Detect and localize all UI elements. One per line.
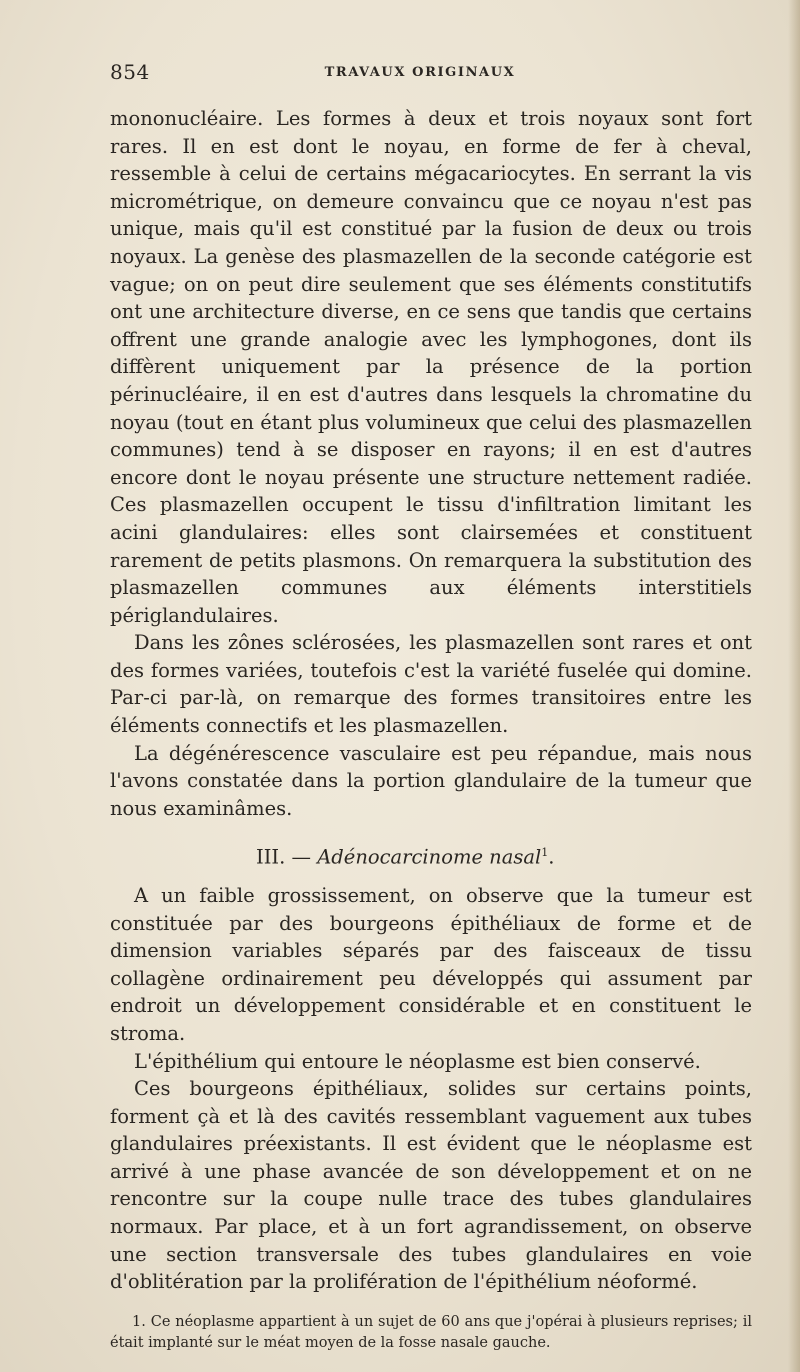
section-heading [110, 839, 752, 872]
section-heading-period: . [548, 845, 555, 869]
section-spacer [110, 822, 752, 833]
paragraph-4: A un faible grossissement, on observe que la tumeur est constituée par des bourgeons épithéliaux de forme et de dimension variables séparés par des faisceaux de tissu collagène ordinairement peu développés qui assument par endroit un développement considérable et en constituent le stroma. [110, 883, 752, 1045]
paragraph-1: mononucléaire. Les formes à deux et trois noyaux sont fort rares. Il en est dont le noyau, en forme de fer à cheval, ressemble à celui de certains mégacariocytes. En serrant la vis micrométrique, on demeure convaincu que ce noyau n'est pas unique, mais qu'il est constitué par la fusion de deux ou trois noyaux. La genèse des plasmazellen de la seconde catégorie est vague; on on peut dire seulement que ses éléments constitutifs ont une architecture diverse, en ce sens que tandis que certains offrent une grande analogie avec les lymphogones, dont ils diffèrent uniquement par la présence de la portion périnucléaire, il en est d'autres dans lesquels la chromatine du noyau (tout en étant plus volumineux que celui des plasmazellen communes) tend à se disposer en rayons; il en est d'autres encore dont le noyau présente une structure nettement radiée. Ces plasmazellen occupent le tissu d'infiltration limitant les acini glandulaires: elles sont clairsemées et constituent rarement de petits plasmons. On remarquera la substitution des plasmazellen communes aux éléments interstitiels périglandulaires. [110, 107, 752, 627]
paragraph-5: L'épithélium qui entoure le néoplasme est bien conservé. [134, 1049, 701, 1073]
footnote [110, 1312, 752, 1354]
paragraph-3: La dégénérescence vasculaire est peu répandue, mais nous l'avons constatée dans la portion glandulaire de la tumeur que nous examinâmes. [110, 741, 752, 820]
footnote-reference[interactable]: 1 [541, 846, 549, 860]
page-header [110, 60, 730, 96]
paragraph-2: Dans les zônes sclérosées, les plasmazellen sont rares et ont des formes variées, toutefois c'est la variété fuselée qui domine. Par-ci par-là, on remarque des formes transitoires entre les éléments connectifs et les plasmazellen. [110, 631, 752, 738]
running-title: TRAVAUX ORIGINAUX [324, 65, 516, 80]
main-text [110, 105, 752, 1354]
footnote-marker: 1. [132, 1313, 146, 1330]
page-edge-shadow [788, 0, 800, 1372]
section-number: III. — [256, 845, 318, 869]
section-title: Adénocarcinome nasal [317, 845, 542, 869]
footnote-text: Ce néoplasme appartient à un sujet de 60 ans que j'opérai à plusieurs reprises; il était implanté sur le méat moyen de la fosse nasale gauche. [110, 1313, 752, 1351]
paragraph-6: Ces bourgeons épithéliaux, solides sur certains points, forment çà et là des cavités ressemblant vaguement aux tubes glandulaires préexistants. Il est évident que le néoplasme est arrivé à une phase avancée de son développement et on ne rencontre sur la coupe nulle trace des tubes glandulaires normaux. Par place, et à un fort agrandissement, on observe une section transversale des tubes glandulaires en voie d'oblitération par la prolifération de l'épithélium néoformé. [110, 1077, 752, 1294]
page-number: 854 [110, 60, 150, 84]
